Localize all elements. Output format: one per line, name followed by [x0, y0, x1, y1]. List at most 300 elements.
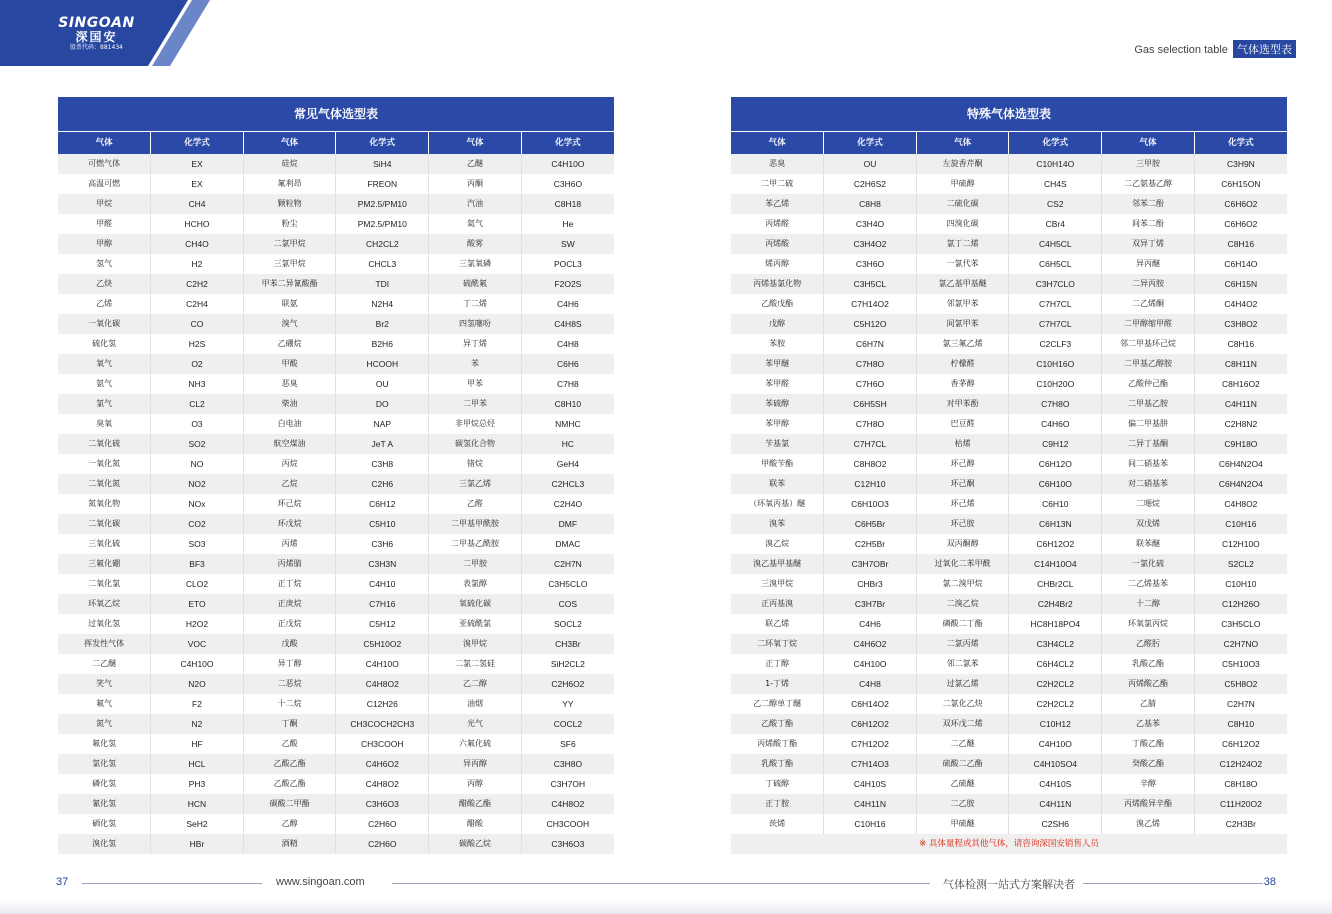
formula-cell: C3H7CLO — [1009, 274, 1102, 294]
formula-cell: HBr — [151, 834, 244, 854]
gas-name-cell: 溴气 — [243, 314, 336, 334]
gas-name-cell: 丁二烯 — [429, 294, 522, 314]
page-header — [1134, 40, 1296, 58]
gas-name-cell: 环戊烷 — [243, 514, 336, 534]
table-row — [731, 414, 1287, 434]
formula-cell: C3H8O2 — [1194, 314, 1287, 334]
table-row — [731, 694, 1287, 714]
formula-cell: C3H5CL — [824, 274, 917, 294]
gas-name-cell: 丙烯醛 — [731, 214, 824, 234]
gas-name-cell: 双异丁烯 — [1102, 234, 1195, 254]
formula-cell: GeH4 — [521, 454, 614, 474]
formula-cell: C8H16O2 — [1194, 374, 1287, 394]
gas-name-cell: 氟化氢 — [58, 734, 151, 754]
formula-cell: C14H10O4 — [1009, 554, 1102, 574]
table-row — [58, 494, 614, 514]
table-row — [731, 434, 1287, 454]
formula-cell: C3H6O — [521, 174, 614, 194]
table-row — [58, 634, 614, 654]
gas-name-cell: 挥发性气体 — [58, 634, 151, 654]
table-title: 特殊气体选型表 — [731, 97, 1287, 132]
formula-cell: C4H6O2 — [336, 754, 429, 774]
gas-name-cell: 乙炔 — [58, 274, 151, 294]
formula-cell: SOCL2 — [521, 614, 614, 634]
formula-cell: HF — [151, 734, 244, 754]
formula-cell: C3H5CLO — [521, 574, 614, 594]
formula-cell: Br2 — [336, 314, 429, 334]
formula-cell: C2H4O — [521, 494, 614, 514]
formula-cell: CBr4 — [1009, 214, 1102, 234]
gas-name-cell: 二硫化碳 — [916, 194, 1009, 214]
website-link[interactable]: www.singoan.com — [276, 876, 365, 888]
gas-name-cell: 异丁烯 — [429, 334, 522, 354]
gas-name-cell: 汽油 — [429, 194, 522, 214]
gas-name-cell: 甲硫醇 — [916, 174, 1009, 194]
table-row — [58, 194, 614, 214]
gas-name-cell: 硅烷 — [243, 154, 336, 174]
formula-cell: C6H6O2 — [1194, 194, 1287, 214]
gas-name-cell: 乙硫醚 — [916, 774, 1009, 794]
table-row — [58, 334, 614, 354]
gas-name-cell: 氯二溴甲烷 — [916, 574, 1009, 594]
gas-name-cell: 正戊烷 — [243, 614, 336, 634]
gas-name-cell: 氯三氟乙烯 — [916, 334, 1009, 354]
gas-name-cell: 恶臭 — [243, 374, 336, 394]
formula-cell: CS2 — [1009, 194, 1102, 214]
formula-cell: EX — [151, 174, 244, 194]
gas-name-cell: 二噁烷 — [1102, 494, 1195, 514]
table-row — [58, 734, 614, 754]
formula-cell: CHBr2CL — [1009, 574, 1102, 594]
formula-cell: CH2CL2 — [336, 234, 429, 254]
formula-cell: C7H14O2 — [824, 294, 917, 314]
column-header: 化学式 — [824, 132, 917, 155]
gas-name-cell: 粉尘 — [243, 214, 336, 234]
formula-cell: SiH4 — [336, 154, 429, 174]
gas-name-cell: 丙烯 — [243, 534, 336, 554]
formula-cell: CH3COCH2CH3 — [336, 714, 429, 734]
formula-cell: C2H7N — [1194, 694, 1287, 714]
formula-cell: C3H8 — [336, 454, 429, 474]
gas-name-cell: 亚硫酰氯 — [429, 614, 522, 634]
table-row — [731, 374, 1287, 394]
formula-cell: C4H11N — [824, 794, 917, 814]
gas-name-cell: 邻苯二酚 — [1102, 194, 1195, 214]
gas-name-cell: 联乙烯 — [731, 614, 824, 634]
table-row — [731, 394, 1287, 414]
gas-name-cell: 磷酸二丁酯 — [916, 614, 1009, 634]
gas-name-cell: 溴苯 — [731, 514, 824, 534]
formula-cell: C6H4CL2 — [1009, 654, 1102, 674]
formula-cell: F2 — [151, 694, 244, 714]
special-gas-table — [731, 97, 1287, 854]
formula-cell: CHCL3 — [336, 254, 429, 274]
gas-name-cell: 三氯氧磷 — [429, 254, 522, 274]
gas-name-cell: 乳酸丁酯 — [731, 754, 824, 774]
gas-name-cell: 乙酸乙酯 — [243, 774, 336, 794]
gas-name-cell: 乙基苯 — [1102, 714, 1195, 734]
formula-cell: C6H15N — [1194, 274, 1287, 294]
formula-cell: C6H12O2 — [824, 714, 917, 734]
formula-cell: C3H4CL2 — [1009, 634, 1102, 654]
gas-name-cell: 二乙氨基乙醇 — [1102, 174, 1195, 194]
gas-name-cell: 白电油 — [243, 414, 336, 434]
formula-cell: NAP — [336, 414, 429, 434]
formula-cell: C6H12O2 — [1009, 534, 1102, 554]
gas-name-cell: 甲醇 — [58, 234, 151, 254]
gas-name-cell: 非甲烷总烃 — [429, 414, 522, 434]
formula-cell: S2CL2 — [1194, 554, 1287, 574]
gas-name-cell: 乙烷 — [243, 474, 336, 494]
gas-name-cell: 邻二氯苯 — [916, 654, 1009, 674]
gas-name-cell: 二氯丙烯 — [916, 634, 1009, 654]
formula-cell: CO — [151, 314, 244, 334]
table-note: ※ 具体量程或其他气体，请咨询深国安销售人员 — [731, 834, 1287, 854]
formula-cell: C8H10 — [1194, 714, 1287, 734]
gas-name-cell: 异丁醇 — [243, 654, 336, 674]
formula-cell: C3H7OH — [521, 774, 614, 794]
formula-cell: HC8H18PO4 — [1009, 614, 1102, 634]
gas-name-cell: 醋酸乙酯 — [429, 794, 522, 814]
gas-name-cell: 二乙醚 — [916, 734, 1009, 754]
gas-name-cell: 邻二甲基环己烷 — [1102, 334, 1195, 354]
gas-name-cell: 乙酸仲己酯 — [1102, 374, 1195, 394]
common-gas-table — [58, 97, 614, 854]
brand-logo[interactable] — [44, 16, 149, 52]
gas-name-cell: 柠檬醛 — [916, 354, 1009, 374]
formula-cell: C12H10 — [824, 474, 917, 494]
formula-cell: DMF — [521, 514, 614, 534]
formula-cell: C6H14O — [1194, 254, 1287, 274]
gas-name-cell: 乙硼烷 — [243, 334, 336, 354]
gas-name-cell: 六氟化硫 — [429, 734, 522, 754]
gas-name-cell: 表氯醇 — [429, 574, 522, 594]
formula-cell: C3H4O2 — [824, 234, 917, 254]
formula-cell: C4H10O — [521, 154, 614, 174]
gas-name-cell: 正庚烷 — [243, 594, 336, 614]
formula-cell: C2H6O2 — [521, 674, 614, 694]
formula-cell: C6H12O — [1009, 454, 1102, 474]
formula-cell: C7H14O3 — [824, 754, 917, 774]
table-row — [58, 294, 614, 314]
table-row — [58, 394, 614, 414]
gas-name-cell: 乙二醇 — [429, 674, 522, 694]
table-row — [58, 594, 614, 614]
gas-name-cell: 二氧化氯 — [58, 574, 151, 594]
formula-cell: C3H6O — [824, 254, 917, 274]
column-header: 气体 — [243, 132, 336, 155]
gas-name-cell: 氧气 — [58, 354, 151, 374]
table-row — [731, 214, 1287, 234]
formula-cell: C6H4N2O4 — [1194, 454, 1287, 474]
gas-name-cell: 苯 — [429, 354, 522, 374]
gas-name-cell: 对二硝基苯 — [1102, 474, 1195, 494]
table-row — [731, 294, 1287, 314]
gas-name-cell: 间二硝基苯 — [1102, 454, 1195, 474]
table-row — [58, 514, 614, 534]
formula-cell: C2H6S2 — [824, 174, 917, 194]
gas-name-cell: 乳酸乙酯 — [1102, 654, 1195, 674]
formula-cell: C2H8N2 — [1194, 414, 1287, 434]
formula-cell: C7H12O2 — [824, 734, 917, 754]
formula-cell: H2 — [151, 254, 244, 274]
gas-name-cell: 乙酸乙酯 — [243, 754, 336, 774]
formula-cell: C4H8O2 — [1194, 494, 1287, 514]
gas-name-cell: 丙烷 — [243, 454, 336, 474]
formula-cell: SO2 — [151, 434, 244, 454]
formula-cell: C4H10 — [336, 574, 429, 594]
formula-cell: C4H8 — [521, 334, 614, 354]
gas-name-cell: 柴油 — [243, 394, 336, 414]
table-row — [58, 654, 614, 674]
gas-name-cell: 丙酮 — [429, 174, 522, 194]
table-row — [731, 674, 1287, 694]
formula-cell: CH4 — [151, 194, 244, 214]
formula-cell: C7H16 — [336, 594, 429, 614]
gas-name-cell: 过氧化氢 — [58, 614, 151, 634]
gas-name-cell: 二甲二硫 — [731, 174, 824, 194]
gas-name-cell: 二氯二氢硅 — [429, 654, 522, 674]
table-row — [58, 234, 614, 254]
gas-name-cell: 环氧乙烷 — [58, 594, 151, 614]
gas-name-cell: 乙醇 — [243, 814, 336, 834]
formula-cell: C6H10O3 — [824, 494, 917, 514]
page-number-right: 38 — [1263, 876, 1276, 888]
gas-name-cell: 枯烯 — [916, 434, 1009, 454]
page-footer — [0, 872, 1332, 892]
table-row — [731, 814, 1287, 834]
formula-cell: C4H6 — [521, 294, 614, 314]
formula-cell: CO2 — [151, 514, 244, 534]
column-header: 化学式 — [521, 132, 614, 155]
gas-name-cell: 酸雾 — [429, 234, 522, 254]
formula-cell: C4H10O — [336, 654, 429, 674]
formula-cell: CHBr3 — [824, 574, 917, 594]
formula-cell: CH3Br — [521, 634, 614, 654]
gas-name-cell: 乙醚 — [429, 154, 522, 174]
formula-cell: C10H16 — [1194, 514, 1287, 534]
gas-name-cell: 二甲基乙酰胺 — [429, 534, 522, 554]
gas-name-cell: 苯硫醇 — [731, 394, 824, 414]
table-row — [58, 574, 614, 594]
formula-cell: TDI — [336, 274, 429, 294]
formula-cell: C10H16 — [824, 814, 917, 834]
gas-name-cell: 苯甲醇 — [731, 414, 824, 434]
gas-name-cell: 碳氢化合物 — [429, 434, 522, 454]
gas-name-cell: 锗烷 — [429, 454, 522, 474]
formula-cell: C2H6O — [336, 814, 429, 834]
page-number-left: 37 — [56, 876, 69, 888]
table-row — [58, 274, 614, 294]
formula-cell: C2H2 — [151, 274, 244, 294]
gas-name-cell: 联苯 — [731, 474, 824, 494]
formula-cell: C5H8O2 — [1194, 674, 1287, 694]
gas-name-cell: 硫酸二乙酯 — [916, 754, 1009, 774]
brand-name-en: SINGOAN — [58, 15, 135, 31]
formula-cell: N2 — [151, 714, 244, 734]
formula-cell: C3H7Br — [824, 594, 917, 614]
gas-name-cell: 环己烯 — [916, 494, 1009, 514]
gas-name-cell: 二溴乙烷 — [916, 594, 1009, 614]
formula-cell: C5H12 — [336, 614, 429, 634]
table-row — [58, 254, 614, 274]
gas-name-cell: 二异丙胺 — [1102, 274, 1195, 294]
formula-cell: C7H8O — [824, 354, 917, 374]
column-header: 气体 — [58, 132, 151, 155]
gas-name-cell: 莰烯 — [731, 814, 824, 834]
table-row — [731, 234, 1287, 254]
footer-divider — [392, 883, 930, 884]
formula-cell: O2 — [151, 354, 244, 374]
gas-name-cell: 甲醛 — [58, 214, 151, 234]
gas-name-cell: 十二烷 — [243, 694, 336, 714]
gas-name-cell: 丙烯酸丁酯 — [731, 734, 824, 754]
formula-cell: C8H18 — [521, 194, 614, 214]
table-row — [58, 474, 614, 494]
gas-name-cell: 正丙基溴 — [731, 594, 824, 614]
gas-name-cell: 二甲胺 — [429, 554, 522, 574]
formula-cell: HC — [521, 434, 614, 454]
gas-name-cell: 间苯二酚 — [1102, 214, 1195, 234]
formula-cell: C7H8 — [521, 374, 614, 394]
gas-name-cell: 磷化氢 — [58, 774, 151, 794]
formula-cell: YY — [521, 694, 614, 714]
gas-name-cell: 对甲苯酚 — [916, 394, 1009, 414]
gas-name-cell: 丙烯酸 — [731, 234, 824, 254]
formula-cell: NO2 — [151, 474, 244, 494]
table-row — [58, 834, 614, 854]
formula-cell: C3H6O3 — [521, 834, 614, 854]
table-row — [58, 614, 614, 634]
gas-name-cell: 双环戊二烯 — [916, 714, 1009, 734]
gas-name-cell: 香茅醇 — [916, 374, 1009, 394]
gas-name-cell: 氟气 — [58, 694, 151, 714]
column-header: 气体 — [731, 132, 824, 155]
gas-name-cell: 苯甲醛 — [731, 374, 824, 394]
formula-cell: C4H10S — [1009, 774, 1102, 794]
gas-name-cell: 氧硫化碳 — [429, 594, 522, 614]
formula-cell: C2H3Br — [1194, 814, 1287, 834]
formula-cell: CH4O — [151, 234, 244, 254]
formula-cell: C8H10 — [521, 394, 614, 414]
gas-name-cell: 二乙烯酮 — [1102, 294, 1195, 314]
gas-name-cell: 乙酸 — [243, 734, 336, 754]
formula-cell: HCHO — [151, 214, 244, 234]
formula-cell: NMHC — [521, 414, 614, 434]
formula-cell: JeT A — [336, 434, 429, 454]
table-row — [731, 574, 1287, 594]
formula-cell: C7H8O — [824, 414, 917, 434]
formula-cell: NOx — [151, 494, 244, 514]
formula-cell: SiH2CL2 — [521, 654, 614, 674]
gas-name-cell: 碳酸乙烷 — [429, 834, 522, 854]
table-row — [731, 474, 1287, 494]
table-row — [58, 374, 614, 394]
stock-code: 股票代码：881434 — [70, 44, 123, 51]
formula-cell: C6H12O2 — [1194, 734, 1287, 754]
formula-cell: NH3 — [151, 374, 244, 394]
gas-name-cell: 异丙醇 — [429, 754, 522, 774]
formula-cell: NO — [151, 454, 244, 474]
formula-cell: C12H10O — [1194, 534, 1287, 554]
formula-cell: CLO2 — [151, 574, 244, 594]
formula-cell: COS — [521, 594, 614, 614]
table-row — [731, 514, 1287, 534]
formula-cell: OU — [336, 374, 429, 394]
gas-name-cell: 二环氧丁烷 — [731, 634, 824, 654]
formula-cell: C4H10SO4 — [1009, 754, 1102, 774]
gas-name-cell: 环己醇 — [916, 454, 1009, 474]
formula-cell: C6H7N — [824, 334, 917, 354]
gas-name-cell: 丁酸乙酯 — [1102, 734, 1195, 754]
table-row — [731, 494, 1287, 514]
formula-cell: SeH2 — [151, 814, 244, 834]
formula-cell: C3H5CLO — [1194, 614, 1287, 634]
formula-cell: C4H4O2 — [1194, 294, 1287, 314]
table-row — [731, 314, 1287, 334]
table-row — [58, 454, 614, 474]
formula-cell: COCL2 — [521, 714, 614, 734]
footer-divider — [82, 883, 262, 884]
formula-cell: C6H12 — [336, 494, 429, 514]
gas-name-cell: 碳酸二甲酯 — [243, 794, 336, 814]
formula-cell: H2S — [151, 334, 244, 354]
gas-name-cell: 颗粒物 — [243, 194, 336, 214]
gas-name-cell: 四溴化碳 — [916, 214, 1009, 234]
gas-name-cell: 乙腈 — [1102, 694, 1195, 714]
formula-cell: C9H12 — [1009, 434, 1102, 454]
gas-name-cell: 氯丁二烯 — [916, 234, 1009, 254]
formula-cell: C2HCL3 — [521, 474, 614, 494]
gas-name-cell: 氰化氢 — [58, 794, 151, 814]
gas-name-cell: 硫化氢 — [58, 334, 151, 354]
gas-name-cell: 三甲胺 — [1102, 154, 1195, 174]
gas-name-cell: （环氧丙基）醚 — [731, 494, 824, 514]
gas-name-cell: 双丙酮醇 — [916, 534, 1009, 554]
formula-cell: C2H7NO — [1194, 634, 1287, 654]
formula-cell: POCL3 — [521, 254, 614, 274]
formula-cell: C8H8 — [824, 194, 917, 214]
table-row — [731, 274, 1287, 294]
gas-name-cell: 氮氧化物 — [58, 494, 151, 514]
formula-cell: C4H6O — [1009, 414, 1102, 434]
formula-cell: C2H4Br2 — [1009, 594, 1102, 614]
gas-name-cell: 氯化氢 — [58, 754, 151, 774]
formula-cell: C3H6 — [336, 534, 429, 554]
table-row — [58, 414, 614, 434]
gas-name-cell: 三溴甲烷 — [731, 574, 824, 594]
formula-cell: C3H3N — [336, 554, 429, 574]
gas-name-cell: 二氧化氮 — [58, 474, 151, 494]
gas-name-cell: 过氧化二苯甲酰 — [916, 554, 1009, 574]
gas-name-cell: 苯甲醚 — [731, 354, 824, 374]
formula-cell: C6H5Br — [824, 514, 917, 534]
gas-name-cell: 溴乙烷 — [731, 534, 824, 554]
gas-name-cell: 光气 — [429, 714, 522, 734]
formula-cell: C8H16 — [1194, 334, 1287, 354]
table-row — [58, 154, 614, 174]
gas-name-cell: 癸酸乙酯 — [1102, 754, 1195, 774]
gas-name-cell: 丁硫醇 — [731, 774, 824, 794]
gas-name-cell: 丙烯酸异辛酯 — [1102, 794, 1195, 814]
gas-name-cell: 氨气 — [58, 374, 151, 394]
formula-cell: C6H5CL — [1009, 254, 1102, 274]
formula-cell: C5H10O3 — [1194, 654, 1287, 674]
formula-cell: C4H8O2 — [521, 794, 614, 814]
table-row — [731, 534, 1287, 554]
formula-cell: C6H15ON — [1194, 174, 1287, 194]
table-row — [58, 534, 614, 554]
